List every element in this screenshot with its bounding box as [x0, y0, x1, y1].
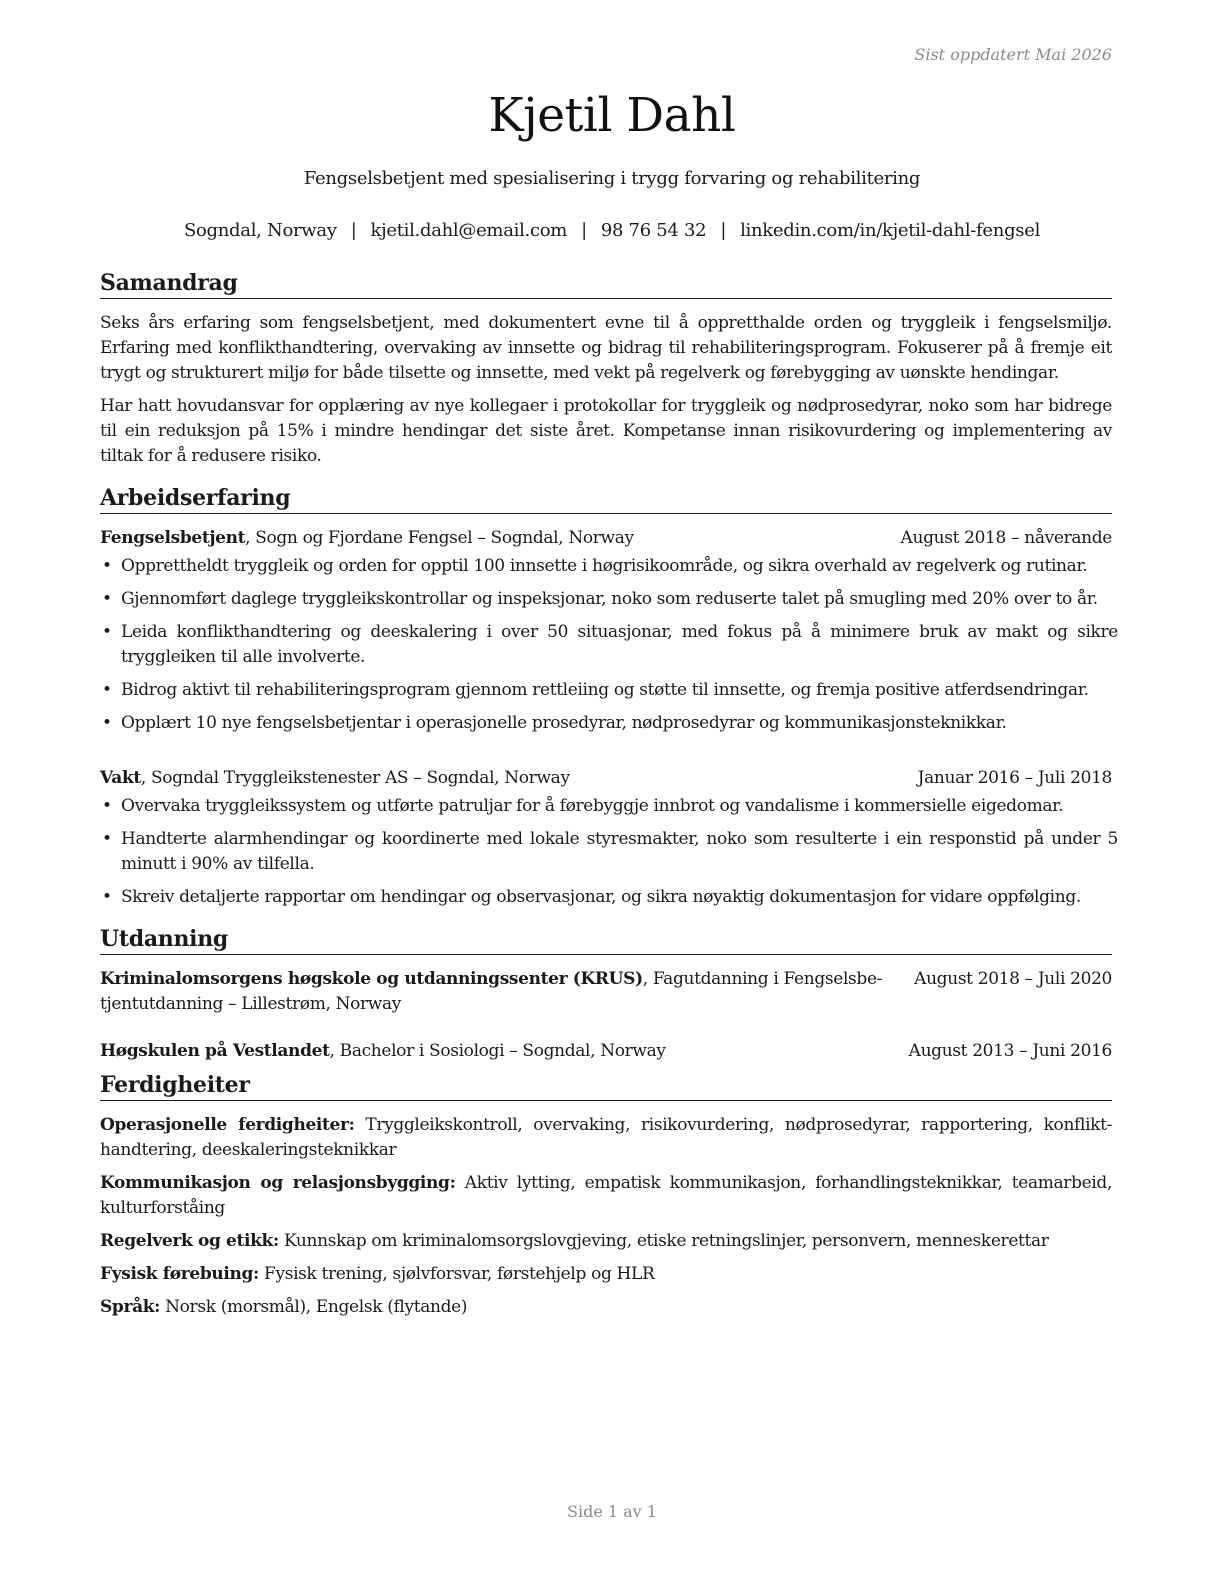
contact-linkedin: linkedin.com/in/kjetil-dahl-fengsel — [740, 220, 1041, 241]
skill-value: Norsk (morsmål), Engelsk (flytande) — [160, 1297, 468, 1317]
education-dates: August 2013 – Juni 2016 — [908, 1041, 1112, 1061]
skill-row — [100, 1171, 1112, 1221]
list-item: • Handterte alarmhendingar og koordinerte med lokale styresmakter, noko som resulterte i ein responstid på under 5 minutt i 90% av tilfella. — [102, 829, 1118, 874]
job-role: Fengselsbetjent — [100, 528, 246, 548]
tagline: Fengselsbetjent med spesialisering i trygg forvaring og rehabilitering — [303, 168, 921, 189]
job-entry — [100, 526, 1118, 736]
list-item: • Overvaka tryggleikssystem og utførte patruljar for å førebyggje innbrot og vandalisme i kommersielle eigedomar. — [102, 796, 1064, 816]
contact-phone: 98 76 54 32 — [600, 220, 707, 241]
skill-label: Operasjonelle ferdigheiter: — [100, 1115, 355, 1135]
experience-section — [100, 483, 1118, 910]
skill-label: Kommunikasjon og relasjonsbygging: — [100, 1173, 456, 1193]
education-details: , Fagutdanning i Fengselsbe-tjentutdanning – Lillestrøm, Norway — [100, 969, 883, 1014]
last-updated: Sist oppdatert Mai 2026 — [914, 45, 1112, 64]
skill-label: Fysisk førebuing: — [100, 1264, 259, 1284]
skill-label: Regelverk og etikk: — [100, 1231, 279, 1251]
list-item: • Gjennomført daglege tryggleikskontrollar og inspeksjonar, noko som reduserte talet på smugling med 20% over to år. — [102, 589, 1098, 609]
skill-value: Kunnskap om kriminalomsorgslovgjeving, etiske retningslinjer, personvern, menneskerettar — [278, 1231, 1049, 1251]
summary-paragraph: Har hatt hovudansvar for opplæring av nye kollegaer i protokollar for tryggleik og nødprosedyrar, noko som har bidrege til ein reduksjon på 15% i mindre hendingar det siste året. Kompetanse innan risikovurdering og implementering av tiltak for å redusere risiko. — [100, 396, 1112, 466]
education-dates: August 2018 – Juli 2020 — [914, 969, 1112, 989]
school-name: Høgskulen på Vestlandet — [100, 1041, 330, 1061]
list-item: • Opprettheldt tryggleik og orden for opptil 100 innsette i høgrisikoområde, og sikra overhald av regelverk og rutinar. — [102, 556, 1088, 576]
job-header — [100, 526, 1112, 551]
skill-row — [100, 1295, 1112, 1320]
skill-value: Fysisk trening, sjølvforsvar, førstehjelp og HLR — [258, 1264, 655, 1284]
job-header — [100, 766, 1112, 791]
section-title-summary: Samandrag — [100, 268, 1112, 299]
contact-separator: | — [720, 220, 727, 241]
job-employer: , Sogndal Tryggleikstenester AS – Sogndal, Norway — [140, 768, 570, 788]
section-title-experience: Arbeidserfaring — [100, 483, 1112, 514]
contact-separator: | — [350, 220, 357, 241]
contact-email: kjetil.dahl@email.com — [370, 220, 568, 241]
skill-row — [100, 1229, 1112, 1254]
contact-line — [0, 220, 1224, 241]
job-dates: Januar 2016 – Juli 2018 — [917, 768, 1112, 788]
job-dates: August 2018 – nåverande — [900, 528, 1112, 548]
job-bullets — [100, 554, 1118, 736]
contact-location: Sogndal, Norway — [183, 220, 337, 241]
list-item: • Opplært 10 nye fengselsbetjentar i operasjonelle prosedyrar, nødprosedyrar og kommunikasjonsteknikkar. — [102, 713, 1007, 733]
list-item: • Skreiv detaljerte rapportar om hendingar og observasjonar, og sikra nøyaktig dokumentasjon for vidare oppfølging. — [102, 887, 1081, 907]
contact-separator: | — [581, 220, 587, 241]
summary-section — [100, 268, 1112, 469]
job-bullets — [100, 794, 1118, 910]
list-item: • Bidrog aktivt til rehabiliteringsprogram gjennom rettleiing og støtte til innsette, og fremja positive atferdsendringar. — [102, 680, 1089, 700]
education-details: , Bachelor i Sosiologi – Sogndal, Norway — [329, 1041, 666, 1061]
skill-value: Tryggleikskontroll, overvaking, risikovurdering, nødprosedyrar, rapportering, konflikt-handtering, deeskaleringsteknikkar — [100, 1115, 1112, 1160]
resume-content — [100, 268, 1118, 1328]
section-title-skills: Ferdigheiter — [100, 1070, 1112, 1101]
page-number: Side 1 av 1 — [567, 1502, 657, 1521]
job-entry — [100, 766, 1118, 910]
skills-section — [100, 1070, 1112, 1320]
skill-value: Aktiv lytting, empatisk kommunikasjon, forhandlingsteknikkar, teamarbeid, kulturforståing — [100, 1173, 1112, 1218]
list-item: • Leida konflikthandtering og deeskalering i over 50 situasjonar, med fokus på å minimere bruk av makt og sikre tryggleiken til alle involverte. — [102, 622, 1118, 667]
summary-paragraph: Seks års erfaring som fengselsbetjent, med dokumentert evne til å oppretthalde orden og tryggleik i fengselsmiljø. Erfaring med konflikthandtering, overvaking av innsette og bidrag til rehabiliteringsprogram. Fokuserer på å fremje eit trygt og strukturert miljø for både tilsette og innsette, med vekt på regelverk og førebygging av uønskte hendingar. — [100, 313, 1112, 383]
education-entry — [100, 1039, 1112, 1064]
skill-row — [100, 1113, 1112, 1163]
section-title-education: Utdanning — [100, 924, 1112, 955]
job-employer: , Sogn og Fjordane Fengsel – Sogndal, Norway — [245, 528, 634, 548]
candidate-name: Kjetil Dahl — [488, 88, 736, 143]
school-name: Kriminalomsorgens høgskole og utdanningssenter (KRUS) — [100, 969, 643, 989]
job-role: Vakt — [100, 768, 141, 788]
skill-row — [100, 1262, 1112, 1287]
education-section — [100, 924, 1112, 1064]
skill-label: Språk: — [100, 1297, 161, 1317]
education-entry — [100, 967, 1112, 1017]
